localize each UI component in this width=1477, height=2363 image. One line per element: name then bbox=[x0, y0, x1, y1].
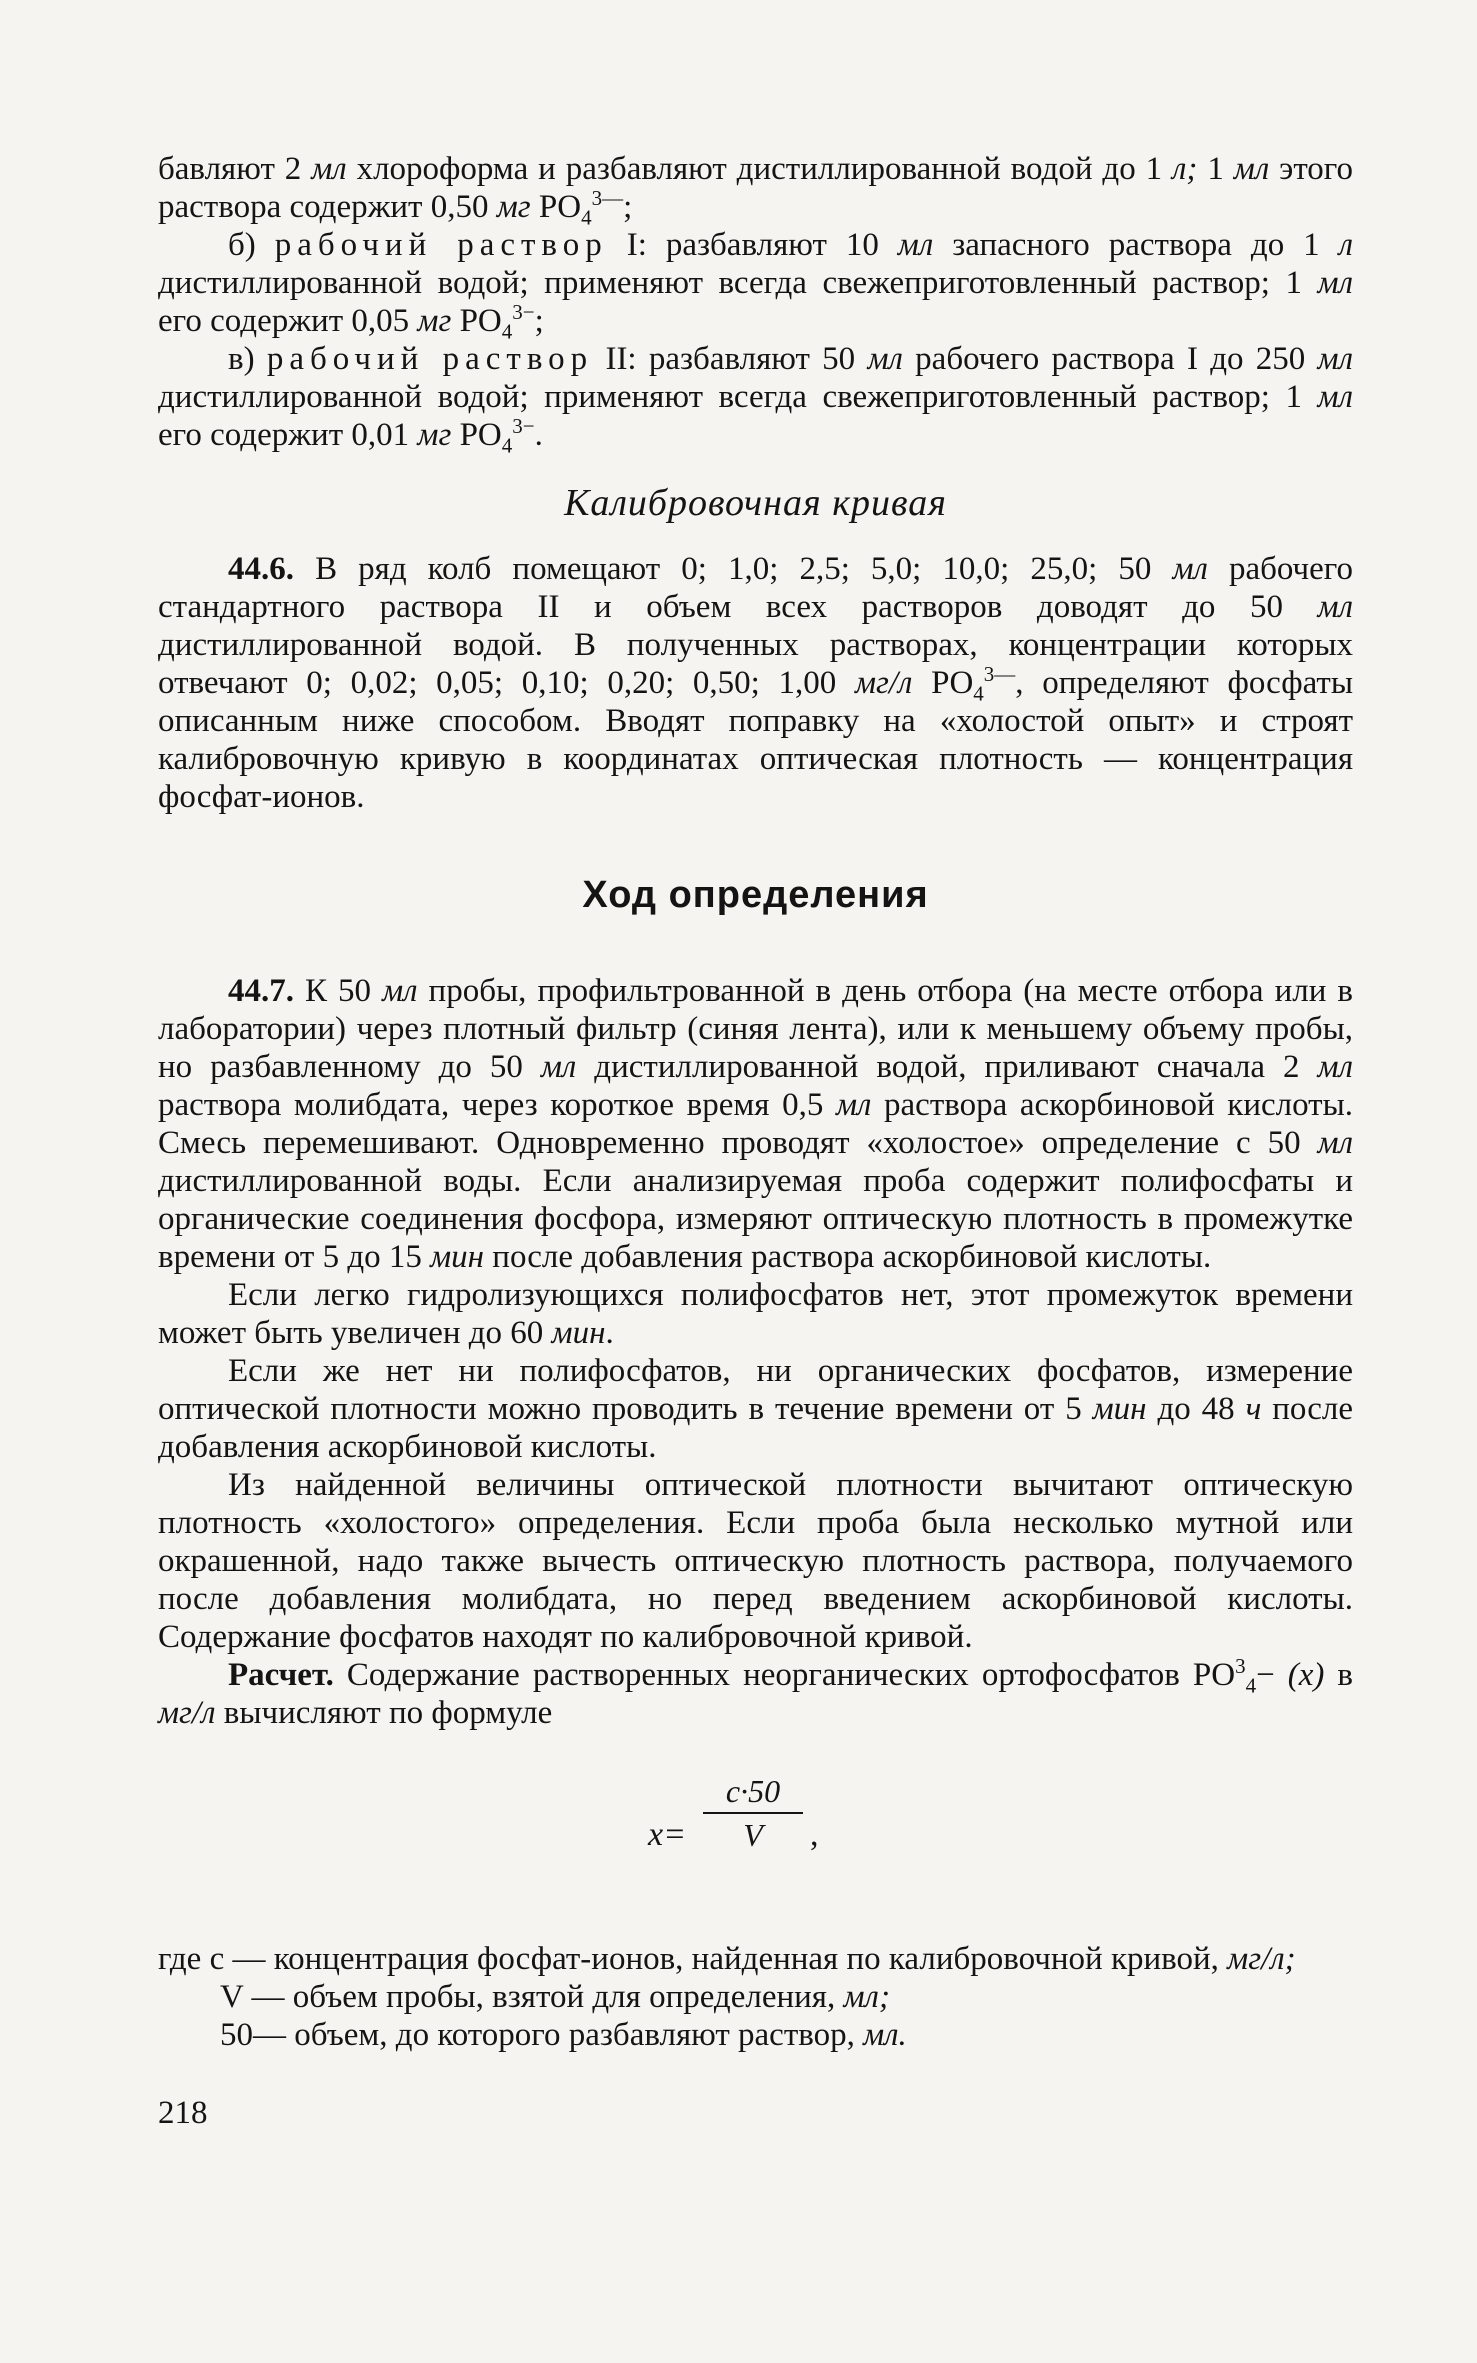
definition-c: где c — концентрация фосфат-ионов, найденная по калибровочной кривой, мг/л; bbox=[158, 1941, 1296, 1977]
formula-lhs: x= bbox=[648, 1816, 687, 1853]
paragraph-working-solution-1: б) рабочий раствор I: разбавляют 10 мл запасного раствора до 1 л дистиллированной водой; применяют всегда свежеприготовленный раствор; 1 мл его содержит 0,05 мг $PO_4^{3-}$; bbox=[158, 227, 1353, 344]
definition-50: 50— объем, до которого разбавляют раствор, мл. bbox=[220, 2017, 907, 2053]
paragraph-calculation: Расчет. Содержание растворенных неорганических ортофосфатов $PO^3_4- (x)$ в мг/л вычисляют по формуле bbox=[158, 1654, 1353, 1731]
paragraph-no-polyphosphates: Если же нет ни полифосфатов, ни органических фосфатов, измерение оптической плотности можно проводить в течение времени от 5 мин до 48 ч после добавления аскорбиновой кислоты. bbox=[158, 1353, 1353, 1465]
formula bbox=[158, 1772, 1353, 1902]
document-page bbox=[158, 150, 1353, 2132]
formula-fraction bbox=[703, 1772, 803, 1854]
paragraph-44-7: 44.7. К 50 мл пробы, профильтрованной в день отбора (на месте отбора или в лаборатории) через плотный фильтр (синяя лента), или к меньшему объему пробы, но разбавленному до 50 мл дистиллированной водой, приливают сначала 2 мл раствора молибдата, через короткое время 0,5 мл раствора аскорбиновой кислоты. Смесь перемешивают. Одновременно проводят «холостое» определение с 50 мл дистиллированной воды. Если анализируемая проба содержит полифосфаты и органические соединения фосфора, измеряют оптическую плотность в промежутке времени от 5 до 15 мин после добавления раствора аскорбиновой кислоты. bbox=[158, 973, 1353, 1275]
section-heading: Ход определения bbox=[582, 874, 929, 916]
formula-numerator: c·50 bbox=[703, 1772, 803, 1814]
paragraph-44-6: 44.6. В ряд колб помещают 0; 1,0; 2,5; 5,0; 10,0; 25,0; 50 мл рабочего стандартного раствора II и объем всех растворов доводят до 50 мл дистиллированной водой. В полученных растворах, концентрации которых отвечают 0; 0,02; 0,05; 0,10; 0,20; 0,50; 1,00 мг/л $PO_4^{3—}$, определяют фосфаты описанным ниже способом. Вводят поправку на «холостой опыт» и строят калибровочную кривую в координатах оптическая плотность — концентрация фосфат-ионов. bbox=[158, 551, 1353, 815]
formula-comma: , bbox=[810, 1816, 819, 1853]
page-number: 218 bbox=[158, 2095, 208, 2131]
paragraph-stock-solution: бавляют 2 мл хлороформа и разбавляют дистиллированной водой до 1 л; 1 мл этого раствора содержит 0,50 мг $PO_4^{3—}$; bbox=[158, 151, 1354, 230]
paragraph-working-solution-2: в) рабочий раствор II: разбавляют 50 мл рабочего раствора I до 250 мл дистиллированной водой; применяют всегда свежеприготовленный раствор; 1 мл его содержит 0,01 мг $PO_4^{3-}$. bbox=[158, 341, 1353, 458]
paragraph-hydrolysis: Если легко гидролизующихся полифосфатов нет, этот промежуток времени может быть увеличен до 60 мин. bbox=[158, 1277, 1353, 1351]
section-subheading: Калибровочная кривая bbox=[564, 482, 947, 524]
definition-v: V — объем пробы, взятой для определения, мл; bbox=[220, 1979, 890, 2015]
formula-denominator: V bbox=[743, 1817, 763, 1853]
paragraph-subtraction: Из найденной величины оптической плотности вычитают оптическую плотность «холостого» определения. Если проба была несколько мутной или окрашенной, надо также вычесть оптическую плотность раствора, получаемого после добавления молибдата, но перед введением аскорбиновой кислоты. Содержание фосфатов находят по калибровочной кривой. bbox=[158, 1467, 1353, 1655]
